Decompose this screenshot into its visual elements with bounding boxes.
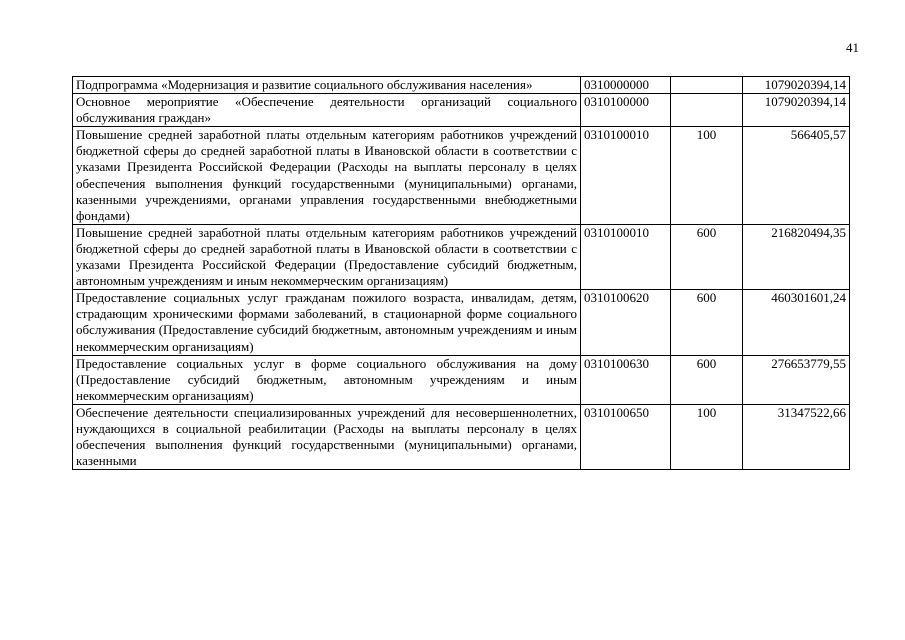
row-sum-cell: 460301601,24 [743,290,850,355]
row-kind-cell: 600 [671,224,743,289]
row-code-cell: 0310100010 [581,127,671,225]
row-sum-cell: 31347522,66 [743,404,850,469]
row-sum-cell: 566405,57 [743,127,850,225]
row-name-cell: Основное мероприятие «Обеспечение деятельности организаций социального обслуживания граждан» [73,94,581,127]
budget-table [72,76,850,470]
table-row [73,127,850,225]
row-name-cell: Повышение средней заработной платы отдельным категориям работников учреждений бюджетной сферы до средней заработной платы в Ивановской области в соответствии с указами Президента Российской Федерации (Предоставление субсидий бюджетным, автономным учреждениям и иным некоммерческим организациям) [73,224,581,289]
row-kind-cell: 100 [671,127,743,225]
row-sum-cell: 1079020394,14 [743,77,850,94]
table-row [73,77,850,94]
row-name-cell: Подпрограмма «Модернизация и развитие социального обслуживания населения» [73,77,581,94]
row-kind-cell: 600 [671,290,743,355]
row-name-cell: Предоставление социальных услуг гражданам пожилого возраста, инвалидам, детям, страдающим хроническими формами заболеваний, в стационарной форме социального обслуживания (Предоставление субсидий бюджетным, автономным учреждениям и иным некоммерческим организациям) [73,290,581,355]
table-row [73,94,850,127]
row-kind-cell: 600 [671,355,743,404]
table-row [73,404,850,469]
row-sum-cell: 216820494,35 [743,224,850,289]
row-name-cell: Предоставление социальных услуг в форме социального обслуживания на дому (Предоставление субсидий бюджетным, автономным учреждениям и иным некоммерческим организациям) [73,355,581,404]
table-row [73,290,850,355]
row-code-cell: 0310100010 [581,224,671,289]
row-name-cell: Повышение средней заработной платы отдельным категориям работников учреждений бюджетной сферы до средней заработной платы в Ивановской области в соответствии с указами Президента Российской Федерации (Расходы на выплаты персоналу в целях обеспечения выполнения функций государственными (муниципальными) органами, казенными учреждениями, органами управления государственными внебюджетными фондами) [73,127,581,225]
row-name-cell: Обеспечение деятельности специализированных учреждений для несовершеннолетних, нуждающихся в социальной реабилитации (Расходы на выплаты персоналу в целях обеспечения выполнения функций государственными (муниципальными) органами, казенными [73,404,581,469]
page-number: 41 [846,40,859,55]
table-row [73,224,850,289]
row-code-cell: 0310100630 [581,355,671,404]
row-code-cell: 0310000000 [581,77,671,94]
row-code-cell: 0310100000 [581,94,671,127]
row-code-cell: 0310100650 [581,404,671,469]
table-row [73,355,850,404]
row-kind-cell: 100 [671,404,743,469]
row-sum-cell: 1079020394,14 [743,94,850,127]
row-code-cell: 0310100620 [581,290,671,355]
row-sum-cell: 276653779,55 [743,355,850,404]
row-kind-cell [671,77,743,94]
row-kind-cell [671,94,743,127]
